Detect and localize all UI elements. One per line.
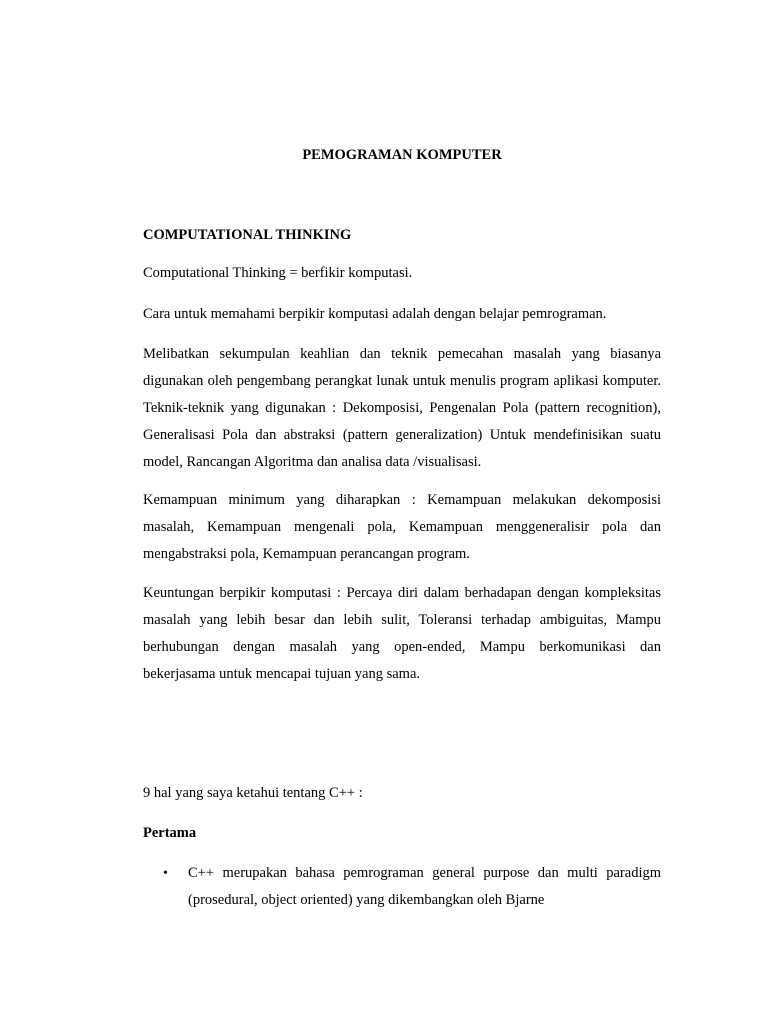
paragraph-techniques: Melibatkan sekumpulan keahlian dan teknik pemecahan masalah yang biasanya digunakan oleh pengembang perangkat lunak untuk menulis program aplikasi komputer. Teknik-teknik yang digunakan : Dekomposisi, Pengenalan Pola (pattern recognition), Generalisasi Pola dan abstraksi (pattern generalization) Untuk mendefinisikan suatu model, Rancangan Algoritma dan analisa data /visualisasi. (143, 346, 661, 470)
section-heading: COMPUTATIONAL THINKING (143, 227, 352, 243)
paragraph-how-to-understand: Cara untuk memahami berpikir komputasi adalah dengan belajar pemrograman. (143, 306, 607, 322)
bullet-list (143, 860, 661, 914)
paragraph-benefits: Keuntungan berpikir komputasi : Percaya diri dalam berhadapan dengan kompleksitas masalah yang lebih besar dan lebih sulit, Toleransi terhadap ambiguitas, Mampu berhubungan dengan masalah yang open-ended, Mampu berkomunikasi dan bekerjasama untuk mencapai tujuan yang sama. (143, 585, 661, 682)
paragraph-cpp-intro: 9 hal yang saya ketahui tentang C++ : (143, 785, 363, 801)
list-item (143, 860, 661, 914)
document-title: PEMOGRAMAN KOMPUTER (302, 147, 502, 163)
bullet-dot-icon: • (163, 866, 168, 881)
list-item-text: C++ merupakan bahasa pemrograman general purpose dan multi paradigm (prosedural, object oriented) yang dikembangkan oleh Bjarne (188, 865, 661, 908)
sub-heading-pertama: Pertama (143, 825, 197, 841)
paragraph-minimum-ability: Kemampuan minimum yang diharapkan : Kemampuan melakukan dekomposisi masalah, Kemampuan mengenali pola, Kemampuan menggeneralisir pola dan mengabstraksi pola, Kemampuan perancangan program. (143, 492, 661, 562)
paragraph-definition: Computational Thinking = berfikir komputasi. (143, 265, 413, 281)
